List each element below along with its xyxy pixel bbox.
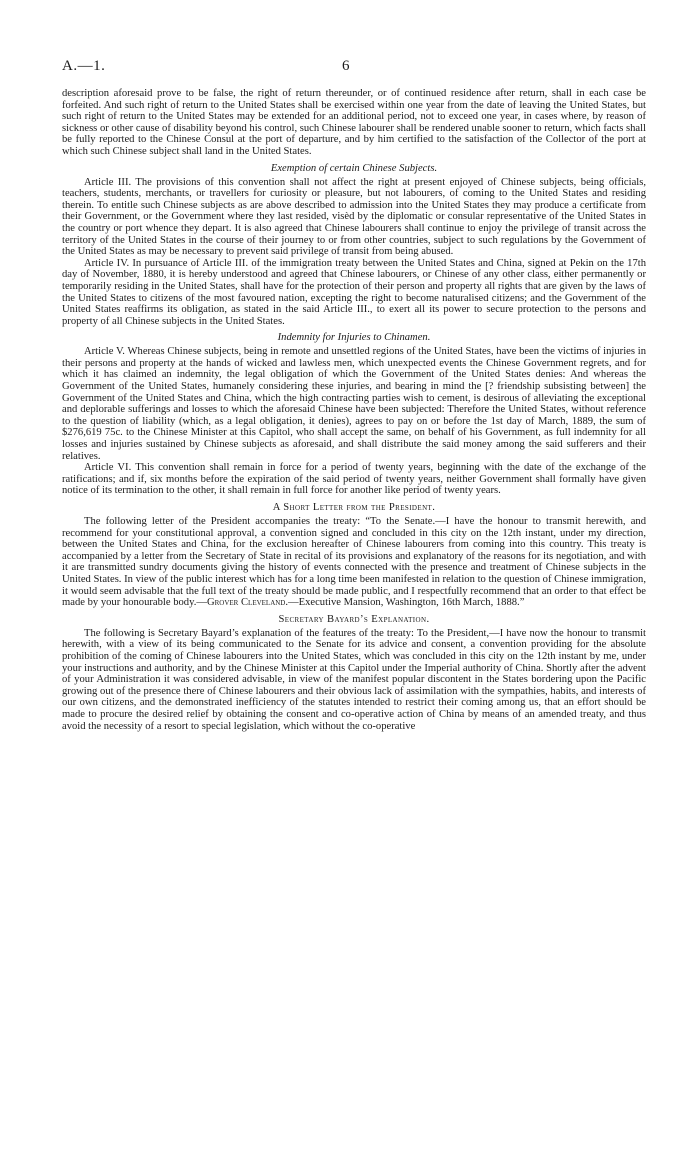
document-page [62,58,646,732]
paragraph-continued: description aforesaid prove to be false, the right of return thereunder, or of continued residence after return, shall in each case be forfeited. And such right of return to the United States shall be exercised within one year from the date of leaving the United States, but such right of return to the United States may be extended for an additional period, not to exceed one year, in cases where, by reason of sickness or other cause of disability beyond his control, such Chinese labourer shall be rendered unable sooner to return, which facts shall be fully reported to the Chinese Consul at the port of departure, and by him certified to the satisfaction of the Collector of the port at which such Chinese subject shall land in the United States. [62,88,646,157]
heading-exemption: Exemption of certain Chinese Subjects. [270,162,438,174]
letter-signature: Grover Cleveland. [206,597,289,609]
heading-presidents-letter: A Short Letter from the President. [272,502,436,513]
heading-indemnity: Indemnity for Injuries to Chinamen. [277,332,431,344]
paragraph-article-4: Article IV. In pursuance of Article III. of the immigration treaty between the United States and China, signed at Pekin on the 17th day of November, 1880, it is hereby understood and agreed that Chinese labourers, or Chinese of any other class, either permanently or temporarily residing in the United States, shall have for the protection of their person and property all rights that are given by the laws of the United States to citizens of the most favoured nation, excepting the right to become naturalised citizens; and the Government of the United States reaffirms its obligation, as stated in the said Article III., to exert all its power to secure protection to the persons and property of all Chinese subjects in the United States. [62,257,646,327]
page-header [62,58,646,88]
heading-bayard-explanation: Secretary Bayard’s Explanation. [278,613,430,625]
paragraph-presidents-letter [62,516,646,609]
page-number: 6 [342,58,350,74]
letter-closing: —Executive Mansion, Washington, 16th March, 1888.” [288,597,525,609]
paragraph-bayard-explanation: The following is Secretary Bayard’s explanation of the features of the treaty: To the President,—I have now the honour to transmit herewith, with a view of its being communicated to the Senate for its advice and consent, a convention providing for the absolute prohibition of the coming of Chinese labourers into the United States, which was concluded in this city on the 12th instant by me, under your instructions and authority, and by the Chinese Minister at this Capitol under the Imperial authority of China. Shortly after the advent of your Administration it was considered advisable, in view of the manifest popular discontent in the States bordering upon the Pacific growing out of the presence there of Chinese labourers and their obvious lack of assimilation with the sympathies, habits, and interests of our own citizens, and the demonstrated inefficiency of the statutes intended to restrict their coming among us, that an effort should be made to procure the desired relief by obtaining the consent and co-operative action of China by means of an amended treaty, and thus avoid the necessity of a resort to special legislation, which without the co-operative [62,627,646,732]
document-reference: A.—1. [62,58,106,74]
paragraph-article-6: Article VI. This convention shall remain in force for a period of twenty years, beginning with the date of the exchange of the ratifications; and if, six months before the expiration of the said period of twenty years, neither Government shall formally have given notice of its termination to the other, it shall remain in full force for another like period of twenty years. [62,462,646,497]
paragraph-article-5: Article V. Whereas Chinese subjects, being in remote and unsettled regions of the United States, have been the victims of injuries in their persons and property at the hands of wicked and lawless men, which unexpected events the Chinese Government regrets, and for which it has claimed an indemnity, the legal obligation of which the Government of the United States denies: And whereas the Government of the United States, humanely considering these injuries, and bearing in mind the [? friendship subsisting between] the Government of the United States and China, which the high contracting parties wish to cement, is desirous of alleviating the exceptional and deplorable sufferings and losses to which the aforesaid Chinese have been subjected: Therefore the United States, without reference to the question of liability (which, as a legal obligation, it denies), agrees to pay on or before the 1st day of March, 1889, the sum of $276,619 75c. to the Chinese Minister at this Capitol, who shall accept the same, on behalf of his Government, as full indemnity for all losses and injuries sustained by Chinese subjects as aforesaid, and shall distribute the said money among the said sufferers and their relatives. [62,346,646,462]
letter-text: The following letter of the President accompanies the treaty: “To the Senate.—I have the honour to transmit herewith, and recommend for your constitutional approval, a convention signed and concluded in this city on the 12th instant, under my direction, between the United States and China, for the exclusion hereafter of Chinese labourers from coming into this country. This treaty is accompanied by a letter from the Secretary of State in recital of its provisions and explanatory of the reasons for its negotiation, and with it are transmitted sundry documents giving the history of events connected with the presence and treatment of Chinese subjects in the United States. In view of the public interest which has for a long time been manifested in relation to the question of Chinese immigration, it would seem advisable that the full text of the treaty should be made public, and I respectfully recommend that an order to that effect be made by your honourable body.— [62,516,646,609]
paragraph-article-3: Article III. The provisions of this convention shall not affect the right at present enjoyed of Chinese subjects, being officials, teachers, students, merchants, or travellers for curiosity or pleasure, but not labourers, of coming to the United States and residing therein. To entitle such Chinese subjects as are above described to admission into the United States they may produce a certificate from their Government, or the Government where they last resided, visèd by the diplomatic or consular representative of the United States in the country or port whence they depart. It is also agreed that Chinese labourers shall continue to enjoy the privilege of transit across the territory of the United States in the course of their journey to or from other countries, subject to such regulations by the Government of the United States as may be necessary to prevent said privilege of transit from being abused. [62,176,646,258]
